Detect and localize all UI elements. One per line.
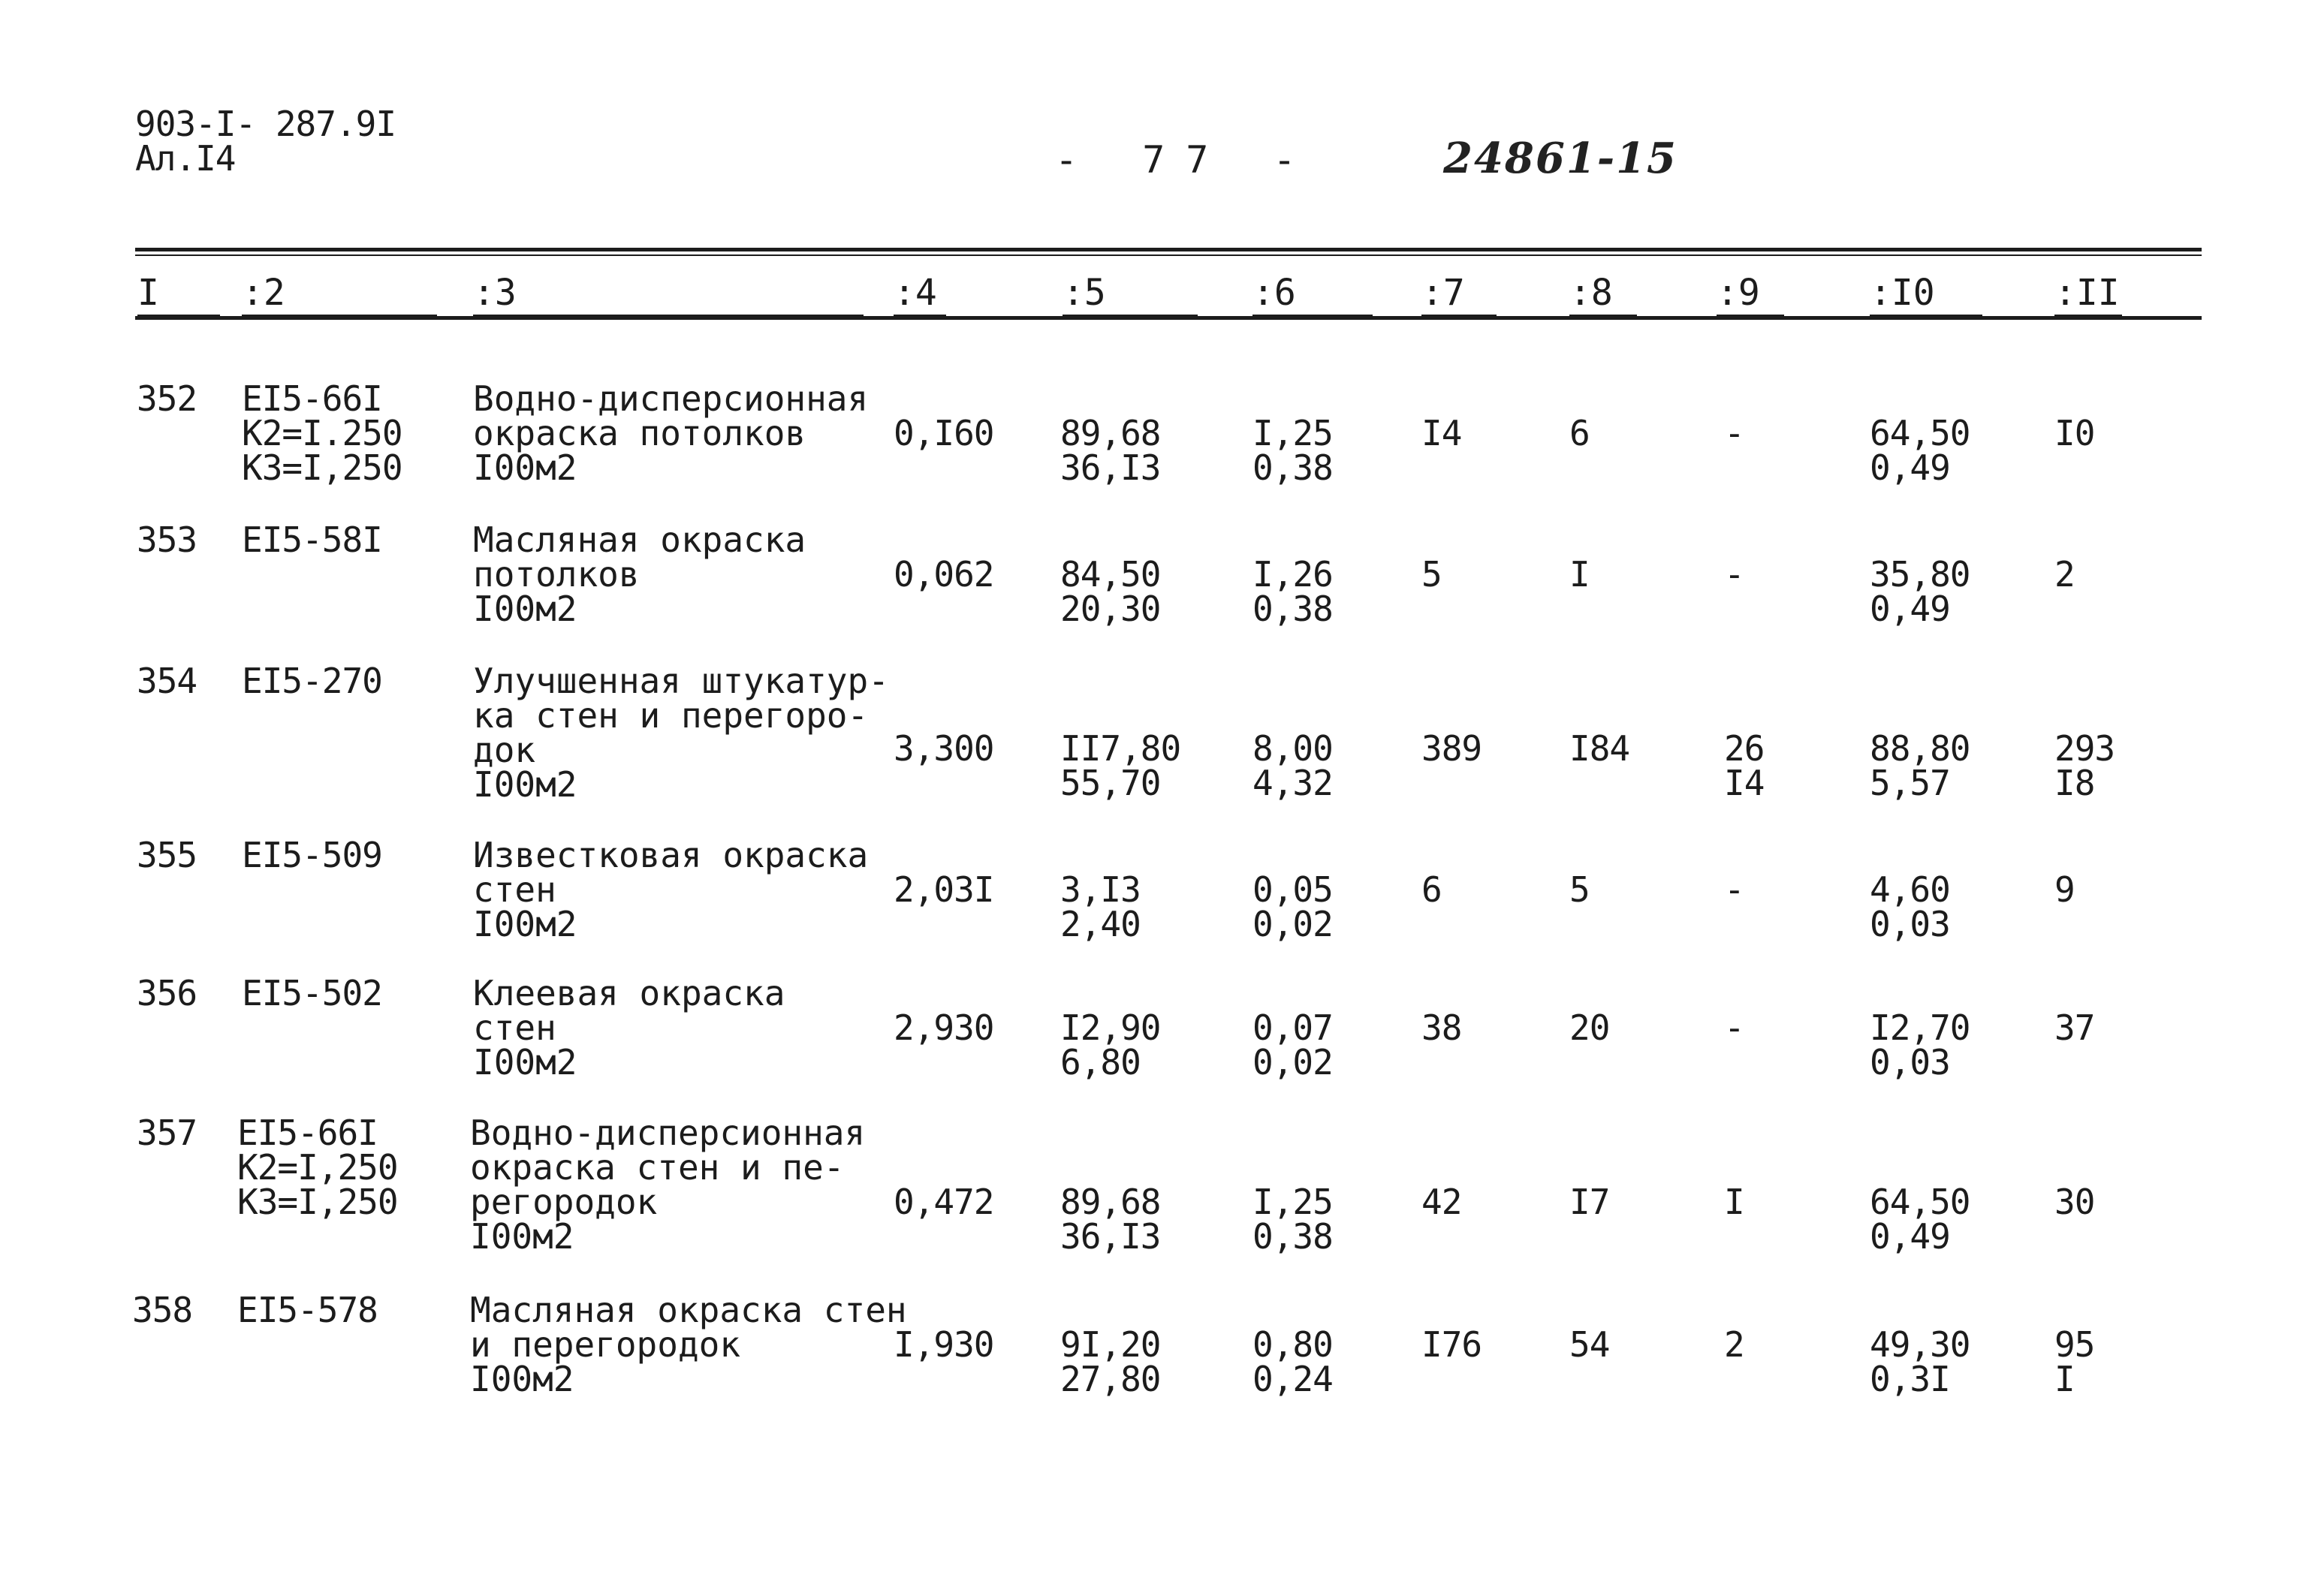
column-8-value: 6 (1569, 413, 1590, 453)
rate-code: EI5-509 (242, 835, 382, 875)
column-11-values: 37 (2054, 1007, 2095, 1048)
quantity: 0,062 (894, 554, 994, 595)
rate-code: EI5-270 (242, 661, 382, 701)
column-header-3: :3 (473, 272, 517, 314)
column-6-values: I,26 0,38 (1252, 554, 1333, 629)
column-9-values: 26 I4 (1724, 728, 1765, 803)
column-9-values: - (1724, 869, 1744, 910)
work-description: Клеевая окраска стен I00м2 (473, 973, 785, 1083)
column-9-values: - (1724, 413, 1744, 453)
column-header-7: :7 (1421, 272, 1465, 314)
column-8-value: 5 (1569, 869, 1590, 910)
column-5-values: I2,90 6,80 (1060, 1007, 1161, 1083)
column-7-value: I76 (1421, 1324, 1482, 1365)
column-9-values: I (1724, 1182, 1744, 1222)
work-description: Известковая окраска стен I00м2 (473, 835, 869, 944)
column-6-values: 0,05 0,02 (1252, 869, 1333, 944)
column-11-values: 95 I (2054, 1324, 2095, 1399)
rate-code: EI5-578 (237, 1290, 378, 1330)
sheet-label: Ал.I4 (135, 138, 236, 179)
quantity: 3,300 (894, 728, 994, 769)
column-7-value: 38 (1421, 1007, 1462, 1048)
column-10-values: 49,30 0,3I (1870, 1324, 1970, 1399)
column-5-values: 89,68 36,I3 (1060, 1182, 1161, 1257)
quantity: 0,I60 (894, 413, 994, 453)
column-10-values: 88,80 5,57 (1870, 728, 1970, 803)
quantity: I,930 (894, 1324, 994, 1365)
row-number: 358 (132, 1290, 193, 1330)
column-6-values: 0,80 0,24 (1252, 1324, 1333, 1399)
column-10-values: I2,70 0,03 (1870, 1007, 1970, 1083)
column-11-values: 293 I8 (2054, 728, 2115, 803)
row-number: 353 (137, 519, 197, 560)
work-description: Водно-дисперсионная окраска стен и пе- регородок I00м2 (470, 1113, 866, 1257)
row-number: 355 (137, 835, 197, 875)
column-7-value: 389 (1421, 728, 1482, 769)
column-9-values: 2 (1724, 1324, 1744, 1365)
column-10-values: 64,50 0,49 (1870, 413, 1970, 488)
column-8-value: 54 (1569, 1324, 1610, 1365)
rate-code: EI5-58I (242, 519, 382, 560)
document-id: 903-I- 287.9I (135, 104, 396, 144)
column-header-4: :4 (894, 272, 937, 314)
column-7-value: 42 (1421, 1182, 1462, 1222)
column-header-6: :6 (1252, 272, 1296, 314)
column-header-row (0, 272, 2306, 314)
work-description: Масляная окраска стен и перегородок I00м2 (470, 1290, 907, 1399)
column-6-values: 0,07 0,02 (1252, 1007, 1333, 1083)
rate-code: EI5-66I K2=I,250 K3=I,250 (237, 1113, 398, 1222)
column-9-values: - (1724, 554, 1744, 595)
row-number: 354 (137, 661, 197, 701)
page-number: - 77 - (1055, 138, 1317, 182)
column-11-values: I0 (2054, 413, 2095, 453)
column-5-values: 89,68 36,I3 (1060, 413, 1161, 488)
column-6-values: I,25 0,38 (1252, 413, 1333, 488)
column-7-value: I4 (1421, 413, 1462, 453)
row-number: 352 (137, 378, 197, 419)
column-6-values: I,25 0,38 (1252, 1182, 1333, 1257)
column-header-10: :I0 (1870, 272, 1935, 314)
column-header-8: :8 (1569, 272, 1613, 314)
rate-code: EI5-66I K2=I.250 K3=I,250 (242, 378, 402, 488)
column-10-values: 4,60 0,03 (1870, 869, 1950, 944)
column-5-values: 9I,20 27,80 (1060, 1324, 1161, 1399)
column-8-value: I (1569, 554, 1590, 595)
rate-code: EI5-502 (242, 973, 382, 1013)
column-10-values: 35,80 0,49 (1870, 554, 1970, 629)
column-header-9: :9 (1717, 272, 1760, 314)
column-5-values: 3,I3 2,40 (1060, 869, 1141, 944)
work-description: Улучшенная штукатур- ка стен и перегоро- док I00м2 (473, 661, 889, 805)
column-header-5: :5 (1063, 272, 1106, 314)
work-description: Масляная окраска потолков I00м2 (473, 519, 806, 629)
column-11-values: 2 (2054, 554, 2075, 595)
column-header-11: :II (2054, 272, 2120, 314)
quantity: 2,930 (894, 1007, 994, 1048)
top-rule (135, 248, 2202, 251)
column-9-values: - (1724, 1007, 1744, 1048)
column-header-2: :2 (242, 272, 285, 314)
quantity: 0,472 (894, 1182, 994, 1222)
column-6-values: 8,00 4,32 (1252, 728, 1333, 803)
column-11-values: 30 (2054, 1182, 2095, 1222)
column-8-value: 20 (1569, 1007, 1610, 1048)
column-7-value: 5 (1421, 554, 1442, 595)
work-description: Водно-дисперсионная окраска потолков I00м2 (473, 378, 869, 488)
column-5-values: 84,50 20,30 (1060, 554, 1161, 629)
row-number: 357 (137, 1113, 197, 1153)
quantity: 2,03I (894, 869, 994, 910)
handwritten-code: 24861-15 (1443, 134, 1678, 183)
column-10-values: 64,50 0,49 (1870, 1182, 1970, 1257)
column-11-values: 9 (2054, 869, 2075, 910)
column-header-1: I (137, 272, 159, 314)
header-bottom-rule (135, 316, 2202, 320)
row-number: 356 (137, 973, 197, 1013)
column-8-value: I7 (1569, 1182, 1610, 1222)
column-5-values: II7,80 55,70 (1060, 728, 1181, 803)
top-rule-thin (135, 254, 2202, 256)
column-7-value: 6 (1421, 869, 1442, 910)
column-8-value: I84 (1569, 728, 1630, 769)
